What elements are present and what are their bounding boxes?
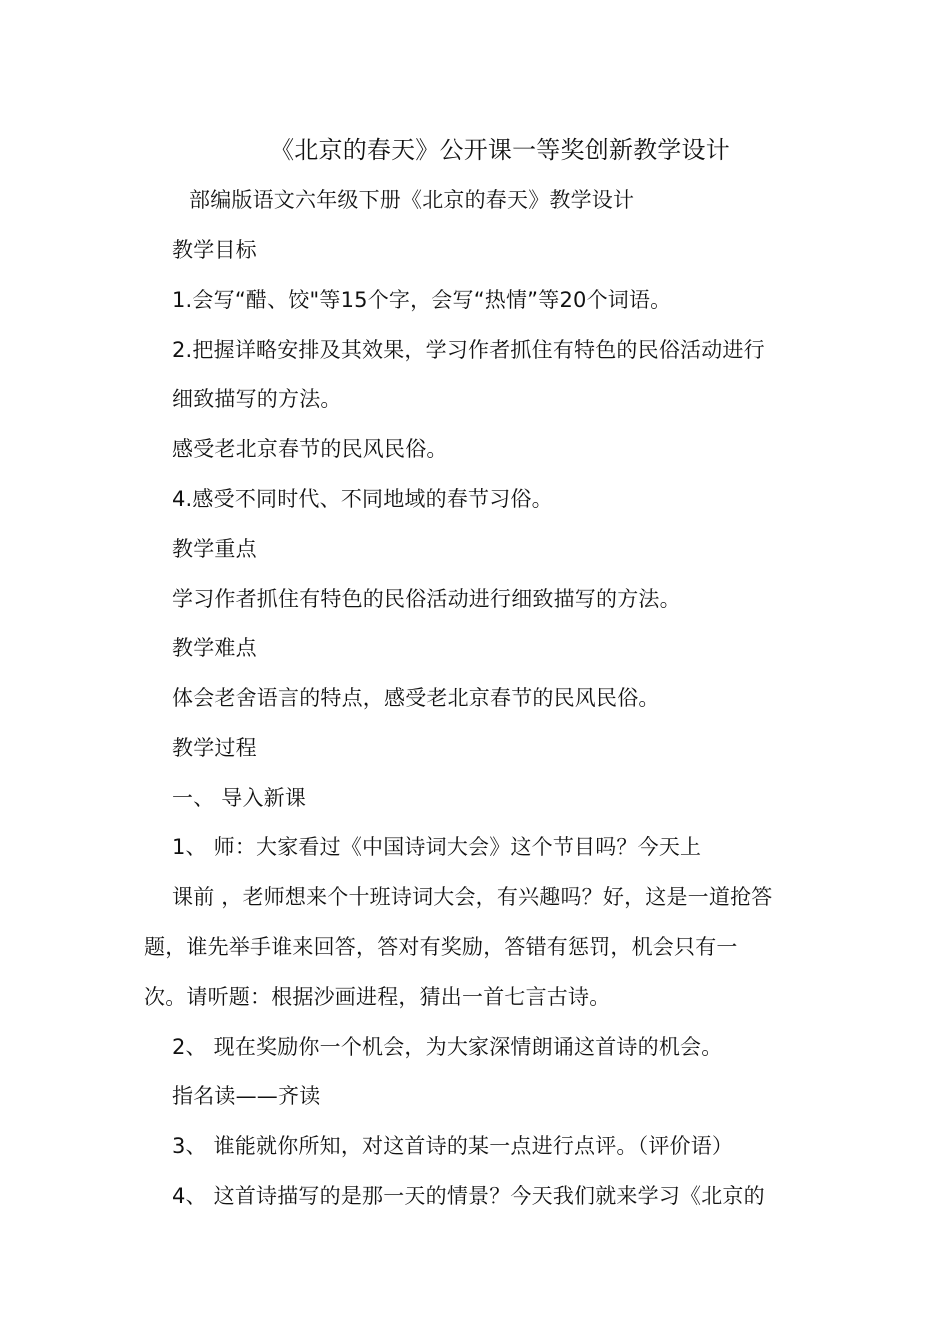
- difficulty-text: 体会老舍语言的特点，感受老北京春节的民风民俗。: [172, 686, 660, 710]
- process-item-1: 1、 师：大家看过《中国诗词大会》这个节目吗？今天上: [172, 835, 702, 859]
- process-item-2-note: 指名读——齐读: [172, 1084, 321, 1108]
- section-heading-objectives: 教学目标: [172, 238, 257, 262]
- objective-1: 1.会写“醋、饺"等15个字，会写“热情”等20个词语。: [172, 288, 672, 312]
- objective-2: 2.把握详略安排及其效果，学习作者抓住有特色的民俗活动进行: [172, 338, 765, 362]
- key-point-text: 学习作者抓住有特色的民俗活动进行细致描写的方法。: [172, 587, 681, 611]
- process-step-intro: 一、 导入新课: [172, 786, 307, 810]
- process-item-1-cont-c: 次。请听题：根据沙画进程，猜出一首七言古诗。: [144, 985, 611, 1009]
- section-heading-difficulties: 教学难点: [172, 636, 257, 660]
- objective-3: 感受老北京春节的民风民俗。: [172, 437, 448, 461]
- objective-2-continued: 细致描写的方法。: [172, 387, 342, 411]
- objective-4: 4.感受不同时代、不同地域的春节习俗。: [172, 487, 553, 511]
- section-heading-key-points: 教学重点: [172, 537, 257, 561]
- section-heading-process: 教学过程: [172, 736, 257, 760]
- subtitle-line: 部编版语文六年级下册《北京的春天》教学设计: [189, 188, 635, 212]
- process-item-2: 2、 现在奖励你一个机会，为大家深情朗诵这首诗的机会。: [172, 1035, 723, 1059]
- process-item-3: 3、 谁能就你所知，对这首诗的某一点进行点评。（评价语）: [172, 1134, 734, 1158]
- document-title: 《北京的春天》公开课一等奖创新教学设计: [270, 136, 730, 164]
- process-item-4: 4、 这首诗描写的是那一天的情景？今天我们就来学习《北京的: [172, 1184, 765, 1208]
- process-item-1-cont-a: 课前 ，老师想来个十班诗词大会，有兴趣吗？好，这是一道抢答: [172, 885, 773, 909]
- process-item-1-cont-b: 题，谁先举手谁来回答，答对有奖励，答错有惩罚，机会只有一: [144, 935, 738, 959]
